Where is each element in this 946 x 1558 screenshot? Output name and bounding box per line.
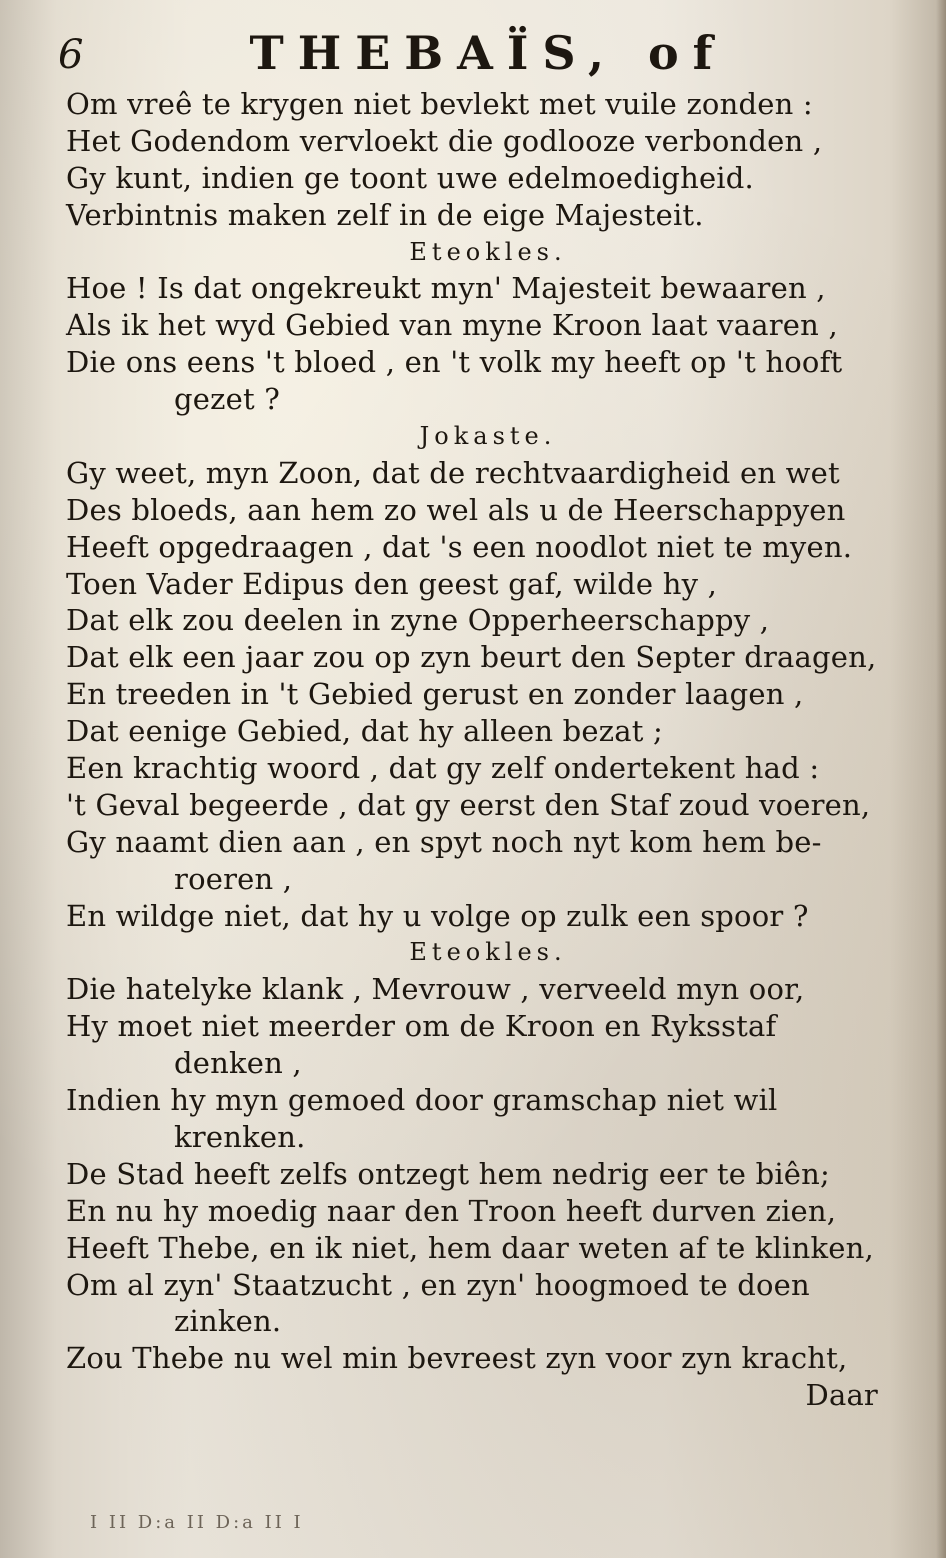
verse-line: Gy weet, myn Zoon, dat de rechtvaardigheid en wet [66,455,840,490]
verse-line: Het Godendom vervloekt die godlooze verbonden , [66,123,823,158]
verse-line: Indien hy myn gemoed door gramschap niet wil [66,1083,778,1118]
speaker-heading: Eteokles. [409,237,567,266]
verse-continuation: denken , [174,1046,302,1081]
verse-line: En nu hy moedig naar den Troon heeft durven zien, [66,1193,837,1228]
verse-line: Heeft Thebe, en ik niet, hem daar weten af te klinken, [66,1230,874,1265]
signature-marks: I II D:a II D:a II I [90,1512,304,1533]
verse-line: En wildge niet, dat hy u volge op zulk een spoor ? [66,898,809,933]
verse-line: En treeden in 't Gebied gerust en zonder laagen , [66,677,804,712]
verse-line: Dat elk zou deelen in zyne Opperheerschappy , [66,603,770,638]
verse-line: Gy naamt dien aan , en spyt noch nyt kom hem be- [66,824,822,859]
verse-line: Zou Thebe nu wel min bevreest zyn voor zyn kracht, [66,1341,848,1376]
verse-continuation: roeren , [174,861,293,896]
verse-continuation: zinken. [174,1304,282,1339]
verse-text [66,86,896,1414]
page-number: 6 [58,32,84,78]
verse-line: Om vreê te krygen niet bevlekt met vuile zonden : [66,87,813,121]
verse-line: Gy kunt, indien ge toont uwe edelmoedigheid. [66,160,754,195]
verse-line: Heeft opgedraagen , dat 's een noodlot niet te myen. [66,529,853,564]
verse-line: Die hatelyke klank , Mevrouw , verveeld myn oor, [66,972,805,1007]
page-header [58,22,918,82]
catchword: Daar [805,1378,878,1413]
verse-line: Dat eenige Gebied, dat hy alleen bezat ; [66,714,663,749]
verse-line: Als ik het wyd Gebied van myne Kroon laat vaaren , [66,308,838,343]
verse-line: Een krachtig woord , dat gy zelf ondertekent had : [66,751,820,786]
verse-line: De Stad heeft zelfs ontzegt hem nedrig eer te biên; [66,1156,831,1191]
verse-continuation: krenken. [174,1119,306,1154]
verse-line: Verbintnis maken zelf in de eige Majesteit. [66,197,704,232]
verse-line: 't Geval begeerde , dat gy eerst den Staf zoud voeren, [66,787,871,822]
verse-line: Hy moet niet meerder om de Kroon en Ryksstaf [66,1009,777,1044]
verse-line: Hoe ! Is dat ongekreukt myn' Majesteit bewaaren , [66,271,826,306]
verse-line: Die ons eens 't bloed , en 't volk my heeft op 't hooft [66,345,843,380]
verse-line: Om al zyn' Staatzucht , en zyn' hoogmoed te doen [66,1267,810,1302]
verse-line: Des bloeds, aan hem zo wel als u de Heerschappyen [66,492,846,527]
speaker-heading: Jokaste. [419,422,557,451]
verse-continuation: gezet ? [174,382,280,417]
verse-line: Toen Vader Edipus den geest gaf, wilde hy , [66,566,718,601]
running-title: THEBAÏS, of [249,26,727,80]
speaker-heading: Eteokles. [409,938,567,967]
verse-line: Dat elk een jaar zou op zyn beurt den Septer draagen, [66,640,877,675]
